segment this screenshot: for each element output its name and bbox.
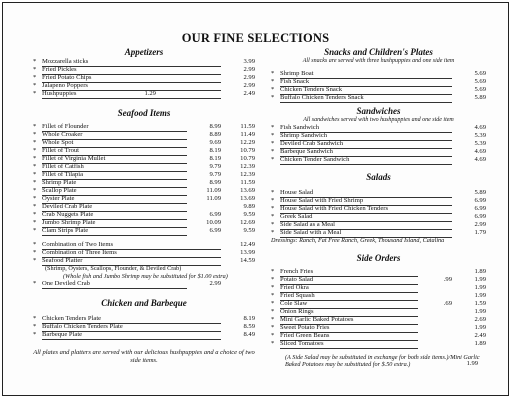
snacks-list xyxy=(271,70,486,102)
list-item: * Fillet of Trout 8.19 10.79 xyxy=(33,147,255,154)
bullet-icon: * xyxy=(271,140,275,147)
list-item: * French Fries 1.89 xyxy=(271,267,486,275)
list-item: * Fillet of Tilapia 9.79 12.39 xyxy=(33,171,255,178)
bullet-icon: * xyxy=(33,219,37,226)
list-item: * Fish Sandwich 4.69 xyxy=(271,124,486,131)
bullet-icon: * xyxy=(271,339,275,347)
appetizers-list xyxy=(33,58,255,98)
sandwiches-heading: Sandwiches xyxy=(356,105,401,116)
list-item: * Oyster Plate 11.09 13.69 xyxy=(33,195,255,202)
list-item: * Chicken Tenders Snack 5.69 xyxy=(271,85,486,93)
bullet-icon: * xyxy=(271,267,275,275)
bullet-icon: * xyxy=(271,148,275,155)
bullet-icon: * xyxy=(33,66,37,73)
right-column xyxy=(271,47,486,369)
bullet-icon: * xyxy=(33,179,37,186)
appetizers-heading: Appetizers xyxy=(124,47,164,57)
list-item: * Greek Salad 6.99 xyxy=(271,213,486,220)
bullet-icon: * xyxy=(271,307,275,315)
plates-footnote: All plates and platters are served with our delicious hushpuppies and a choice of two side items. xyxy=(33,349,255,364)
bullet-icon: * xyxy=(271,132,275,139)
list-item: * Barbeque Plate 8.49 xyxy=(33,331,255,338)
chicken-heading: Chicken and Barbeque xyxy=(101,298,187,308)
bullet-icon: * xyxy=(271,189,275,196)
list-item: * Jalapeno Poppers 2.99 xyxy=(33,82,255,89)
bullet-icon: * xyxy=(271,69,275,77)
bullet-icon: * xyxy=(271,93,275,101)
left-column xyxy=(33,47,255,365)
bullet-icon: * xyxy=(271,124,275,131)
bullet-icon: * xyxy=(33,187,37,194)
list-item: * Shrimp Boat 5.69 xyxy=(271,69,486,77)
list-item: * House Salad with Fried Chicken Tenders 6.99 xyxy=(271,205,486,212)
bullet-icon: * xyxy=(33,123,37,130)
salads-list xyxy=(271,189,486,237)
list-item: * Crab Nuggets Plate 6.99 9.59 xyxy=(33,211,255,218)
bullet-icon: * xyxy=(271,156,275,163)
list-item: * Deviled Crab Sandwich 5.39 xyxy=(271,140,486,147)
bullet-icon: * xyxy=(271,221,275,228)
bullet-icon: * xyxy=(271,315,275,323)
list-item: * Side Salad as a Meal 2.99 xyxy=(271,221,486,228)
snacks-note: All snacks are served with three hushpuppies and one side item xyxy=(302,58,455,64)
list-item: * Chicken Tender Sandwich 4.69 xyxy=(271,156,486,163)
list-item: * House Salad 5.89 xyxy=(271,189,486,196)
list-item: * Jumbo Shrimp Plate 10.09 12.69 xyxy=(33,219,255,226)
list-item: * Side Salad with a Meal 1.79 xyxy=(271,229,486,236)
bullet-icon: * xyxy=(33,74,37,81)
list-item: * Fillet of Flounder 8.99 11.59 xyxy=(33,123,255,130)
list-item: * House Salad with Fried Shrimp 6.99 xyxy=(271,197,486,204)
list-item: * Mozzarella sticks 3.99 xyxy=(33,58,255,65)
sandwiches-note: All sandwiches served with two hushpuppies and one side item xyxy=(303,116,454,123)
list-item: * One Deviled Crab 2.99 xyxy=(33,280,221,287)
snacks-heading: Snacks and Children's Plates xyxy=(324,47,433,57)
list-item: * Clam Strips Plate 6.99 9.59 xyxy=(33,227,255,234)
bullet-icon: * xyxy=(33,241,37,248)
sandwiches-list xyxy=(271,124,486,164)
bullet-icon: * xyxy=(33,147,37,154)
bullet-icon: * xyxy=(33,315,37,322)
menu-title: OUR FINE SELECTIONS xyxy=(181,31,330,45)
bullet-icon: * xyxy=(33,211,37,218)
salads-heading: Salads xyxy=(366,172,391,182)
dressings-note: Dressings: Ranch, Fat Free Ranch, Greek, Thousand Island, Catalina xyxy=(271,237,445,244)
bullet-icon: * xyxy=(271,77,275,85)
jumbo-note: (Whole fish and Jumbo Shrimp may be substituted for $1.00 extra) xyxy=(63,272,228,280)
seafood-list xyxy=(33,123,255,235)
bullet-icon: * xyxy=(33,155,37,162)
bullet-icon: * xyxy=(33,58,37,65)
list-item: * Sliced Tomatoes 1.89 xyxy=(271,339,486,347)
menu-page xyxy=(2,2,509,396)
list-item: * Deviled Crab Plate 9.89 xyxy=(33,203,255,210)
list-item: * Seafood Platter 14.59 xyxy=(33,257,255,264)
bullet-icon: * xyxy=(271,213,275,220)
bullet-icon: * xyxy=(33,171,37,178)
list-item: * Fried Potato Chips 2.99 xyxy=(33,74,255,81)
bullet-icon: * xyxy=(271,85,275,93)
bullet-icon: * xyxy=(271,275,275,283)
bullet-icon: * xyxy=(271,283,275,291)
combo-list xyxy=(33,241,255,288)
bullet-icon: * xyxy=(33,195,37,202)
small-price: 1.29 xyxy=(144,90,156,97)
list-item: * Barbeque Sandwich 4.69 xyxy=(271,148,486,155)
list-item: * Sweet Potato Fries 1.99 xyxy=(271,323,486,331)
bullet-icon: * xyxy=(33,331,37,338)
list-item: * Fish Snack 5.69 xyxy=(271,77,486,85)
list-item: * Fried Okra 1.99 xyxy=(271,283,486,291)
list-item: * Chicken Tenders Plate 8.19 xyxy=(33,315,255,322)
page-number: 1.99 xyxy=(466,360,478,367)
bullet-icon: * xyxy=(33,90,37,97)
list-item: * Whole Spot 9.69 12.29 xyxy=(33,139,255,146)
bullet-icon: * xyxy=(33,280,37,287)
bullet-icon: * xyxy=(271,323,275,331)
list-item: * Shrimp Plate 8.99 11.59 xyxy=(33,179,255,186)
sides-heading: Side Orders xyxy=(356,252,401,263)
sides-list xyxy=(271,268,486,348)
list-item: * Fried Squash 1.99 xyxy=(271,291,486,299)
list-item: * Shrimp Sandwich 5.39 xyxy=(271,132,486,139)
list-item: * Fried Pickles 2.99 xyxy=(33,66,255,73)
list-item: * Fillet of Catfish 9.79 12.39 xyxy=(33,163,255,170)
list-item: * Buffalo Chicken Tenders Plate 8.59 xyxy=(33,323,255,330)
list-item: * Combination of Two Items 12.49 xyxy=(33,241,255,248)
list-item: * Onion Rings 1.99 xyxy=(271,307,486,315)
bullet-icon: * xyxy=(33,203,37,210)
bullet-icon: * xyxy=(271,197,275,204)
list-item: * Combination of Three Items 13.99 xyxy=(33,249,255,256)
sides-note: (A Side Salad may be substituted in exchange for both side items.)/Mini Garlic Baked Potatoes may be substituted for $.50 extra.) xyxy=(285,353,480,368)
list-item: * Whole Croaker 8.89 11.49 xyxy=(33,131,255,138)
list-item: * Cole Slaw .69 1.59 xyxy=(271,299,486,307)
bullet-icon: * xyxy=(33,163,37,170)
bullet-icon: * xyxy=(33,131,37,138)
bullet-icon: * xyxy=(33,323,37,330)
list-item: * Scallop Plate 11.09 13.69 xyxy=(33,187,255,194)
bullet-icon: * xyxy=(271,205,275,212)
bullet-icon: * xyxy=(33,249,37,256)
list-item: * Hushpuppies 1.29 2.49 xyxy=(33,90,255,97)
bullet-icon: * xyxy=(33,257,37,264)
list-item: * Potato Salad .99 1.99 xyxy=(271,275,486,283)
bullet-icon: * xyxy=(271,331,275,339)
bullet-icon: * xyxy=(33,139,37,146)
chicken-list xyxy=(33,315,255,339)
bullet-icon: * xyxy=(271,291,275,299)
bullet-icon: * xyxy=(33,227,37,234)
bullet-icon: * xyxy=(271,299,275,307)
list-item: * Fried Green Beans 2.49 xyxy=(271,331,486,339)
bullet-icon: * xyxy=(271,229,275,236)
bullet-icon: * xyxy=(33,82,37,89)
list-item: * Mini Garlic Baked Potatoes 2.69 xyxy=(271,315,486,323)
seafood-heading: Seafood Items xyxy=(117,108,171,118)
platter-note: (Shrimp, Oysters, Scallops, Flounder, & Deviled Crab) xyxy=(45,265,182,272)
list-item: * Buffalo Chicken Tenders Snack 5.89 xyxy=(271,93,486,101)
list-item: * Fillet of Virginia Mullet 8.19 10.79 xyxy=(33,155,255,162)
